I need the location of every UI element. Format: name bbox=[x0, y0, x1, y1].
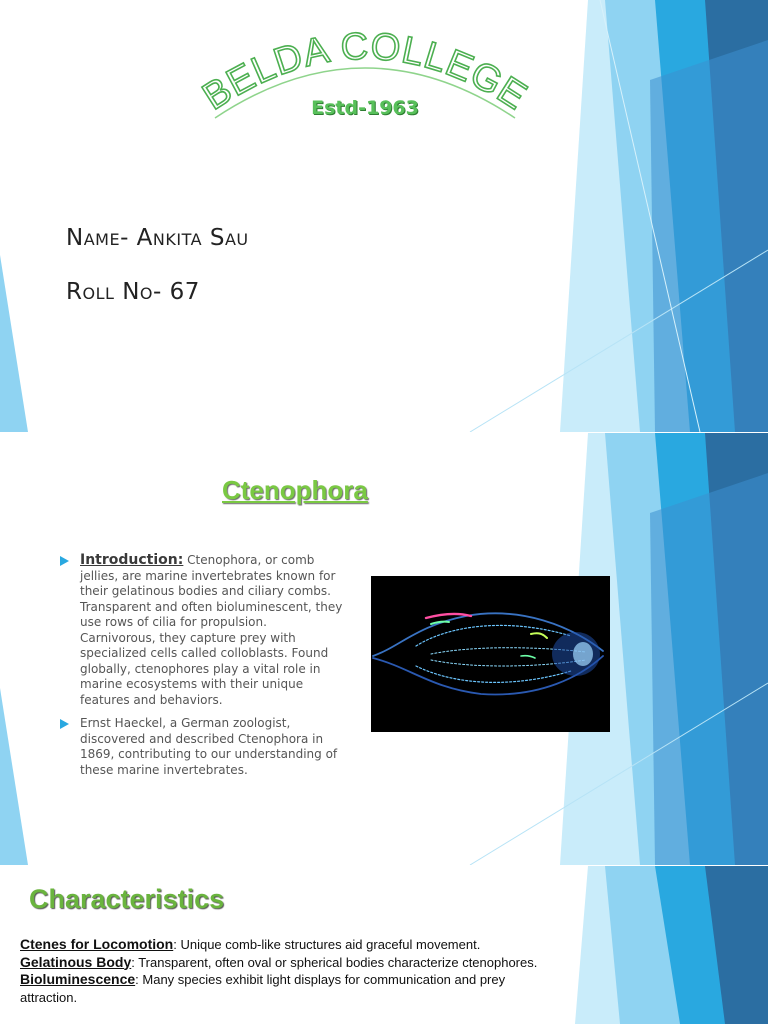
characteristics-list bbox=[20, 936, 560, 1006]
list-item bbox=[60, 716, 345, 778]
list-item bbox=[20, 936, 560, 954]
item-text: : Transparent, often oval or spherical bodies characterize ctenophores. bbox=[131, 954, 538, 970]
list-item bbox=[20, 954, 560, 972]
college-title-text: BELDA COLLEGE bbox=[195, 25, 535, 119]
list-item bbox=[60, 553, 345, 708]
title-slide bbox=[0, 0, 768, 432]
item-text: : Many species exhibit light displays for communication and prey attraction. bbox=[20, 972, 506, 1005]
comb-jelly-photo bbox=[371, 576, 610, 732]
roll-number: Roll No- 67 bbox=[66, 279, 200, 305]
bullet-list bbox=[60, 553, 345, 786]
item-term: Gelatinous Body bbox=[20, 953, 132, 970]
characteristics-slide bbox=[0, 866, 768, 1024]
bullet-label: Introduction: bbox=[80, 552, 184, 568]
bullet-text: Ctenophora, or comb jellies, are marine invertebrates known for their gelatinous bodies and ciliary combs. Transparent and often bioluminescent, they use rows of cilia for propulsion. Carnivorous, they capture prey with specialized cells called colloblasts. Found globally, ctenophores play a vital role in marine ecosystems with their unique features and behaviors. bbox=[80, 553, 343, 707]
list-item bbox=[20, 971, 560, 1006]
established-year: Estd-1963 bbox=[311, 97, 419, 119]
slide-heading: Ctenophora bbox=[222, 475, 368, 505]
bullet-text: Ernst Haeckel, a German zoologist, discovered and described Ctenophora in 1869, contributing to our understanding of these marine invertebrates. bbox=[80, 716, 338, 777]
item-text: : Unique comb-like structures aid graceful movement. bbox=[173, 937, 481, 952]
bullet-arrow-icon bbox=[60, 556, 69, 566]
slide-heading: Characteristics bbox=[29, 884, 225, 914]
bullet-arrow-icon bbox=[60, 719, 69, 729]
ctenophora-slide bbox=[0, 433, 768, 865]
item-term: Ctenes for Locomotion bbox=[20, 936, 174, 952]
item-term: Bioluminescence bbox=[20, 971, 136, 987]
student-name: Name- Ankita Sau bbox=[66, 225, 249, 251]
